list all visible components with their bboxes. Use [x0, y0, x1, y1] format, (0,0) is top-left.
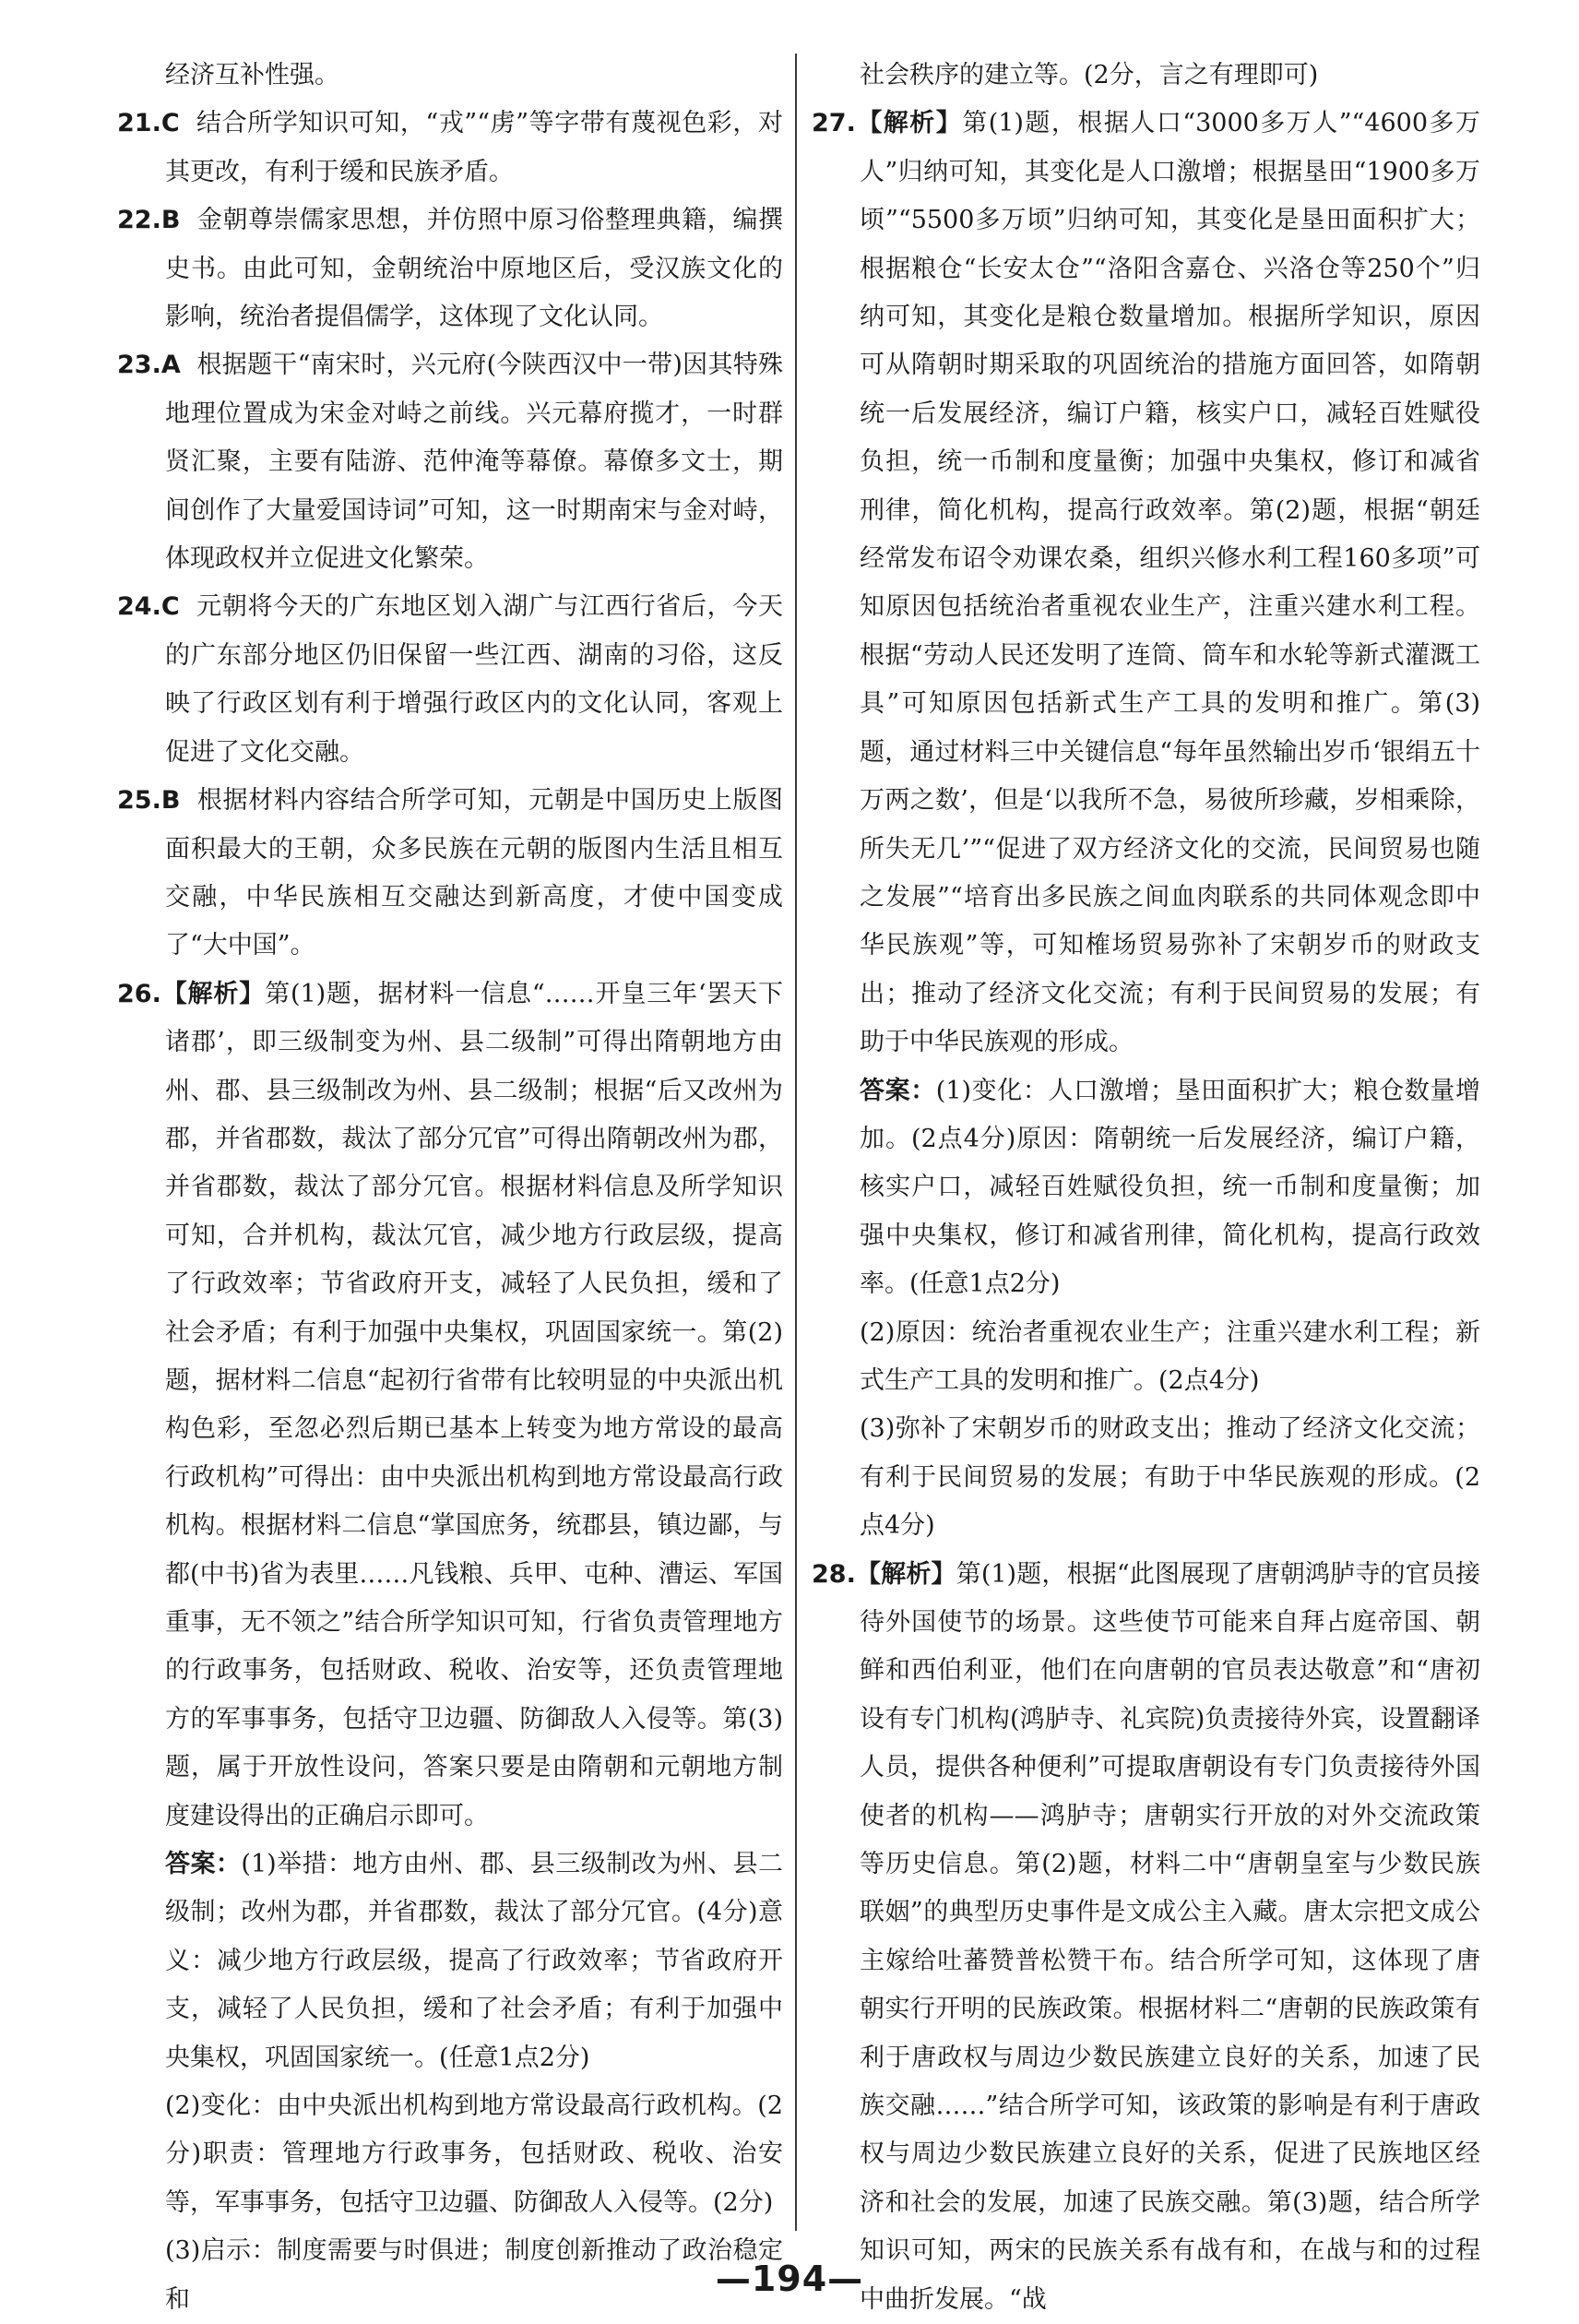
analysis-tag: 【解析】	[160, 979, 266, 1008]
item-text: 根据材料内容结合所学可知，元朝是中国历史上版图面积最大的王朝，众多民族在元朝的版图内生活且相互交融，中华民族相互交融达到新高度，才使中国变成了“大中国”。	[165, 786, 783, 960]
item-number: 23.A	[117, 351, 181, 380]
answer-block	[117, 1841, 783, 2082]
answer-part-3: (3)弥补了宋朝岁币的财政支出；推动了经济文化交流；有利于民间贸易的发展；有助于中华民族观的形成。(2点4分)	[860, 1414, 1480, 1541]
answer-item-25	[117, 777, 783, 971]
item-text: 金朝尊崇儒家思想，并仿照中原习俗整理典籍，编撰史书。由此可知，金朝统治中原地区后，受汉族文化的影响，统治者提倡儒学，这体现了文化认同。	[165, 206, 783, 332]
right-column	[812, 52, 1480, 2324]
answer-item-27	[812, 100, 1480, 1067]
analysis-text: 第(1)题，据材料一信息“……开皇三年‘罢天下诸郡’，即三级制变为州、县二级制”可得出隋朝地方由州、郡、县三级制改为州、县二级制；根据“后又改州为郡，并省郡数，裁汰了部分冗官”可得出隋朝改州为郡，并省郡数，裁汰了部分冗官。根据材料信息及所学知识可知，合并机构，裁汰冗官，减少地方行政层级，提高了行政效率；节省政府开支，减轻了人民负担，缓和了社会矛盾；有利于加强中央集权，巩固国家统一。第(2)题，据材料二信息“起初行省带有比较明显的中央派出机构色彩，至忽必烈后期已基本上转变为地方常设的最高行政机构”可得出：由中央派出机构到地方常设最高行政机构。根据材料二信息“掌国庶务，统郡县，镇边鄙，与都(中书)省为表里……凡钱粮、兵甲、屯种、漕运、军国重事，无不领之”结合所学知识可知，行省负责管理地方的行政事务，包括财政、税收、治安等，还负责管理地方的军事事务，包括守卫边疆、防御敌人入侵等。第(3)题，属于开放性设问，答案只要是由隋朝和元朝地方制度建设得出的正确启示即可。	[165, 979, 783, 1830]
item-number: 28.	[812, 1559, 856, 1589]
page-number: —194—	[715, 2258, 864, 2299]
answer-part-3: (3)启示：制度需要与时俱进；制度创新推动了政治稳定和	[165, 2236, 783, 2314]
answer-part-1: (1)举措：地方由州、郡、县三级制改为州、县二级制；改州为郡，并省郡数，裁汰了部分冗官。(4分)意义：减少地方行政层级，提高了行政效率；节省政府开支，减轻了人民负担，缓和了社会矛盾；有利于加强中央集权，巩固国家统一。(任意1点2分)	[165, 1850, 783, 2072]
answer-item-26	[117, 971, 783, 1841]
answer-block	[812, 1067, 1480, 1309]
analysis-text: 第(1)题，根据“此图展现了唐朝鸿胪寺的官员接待外国使节的场景。这些使节可能来自拜占庭帝国、朝鲜和西伯利亚，他们在向唐朝的官员表达敬意”和“唐初设有专门机构(鸿胪寺、礼宾院)负责接待外宾，设置翻译人员，提供各种便利”可提取唐朝设有专门负责接待外国使者的机构——鸿胪寺；唐朝实行开放的对外交流政策等历史信息。第(2)题，材料二中“唐朝皇室与少数民族联姻”的典型历史事件是文成公主入藏。唐太宗把文成公主嫁给吐蕃赞普松赞干布。结合所学可知，这体现了唐朝实行开明的民族政策。根据材料二“唐朝的民族政策有利于唐政权与周边少数民族建立良好的关系，加速了民族交融……”结合所学可知，该政策的影响是有利于唐政权与周边少数民族建立良好的关系，促进了民族地区经济和社会的发展，加速了民族交融。第(3)题，结合所学知识可知，两宋的民族关系有战有和，在战与和的过程中曲折发展。“战	[860, 1559, 1480, 2314]
answer-part-2: (2)原因：统治者重视农业生产；注重兴建水利工程；新式生产工具的发明和推广。(2点4分)	[860, 1317, 1480, 1395]
column-divider	[795, 54, 797, 2231]
analysis-text: 第(1)题，根据人口“3000多万人”“4600多万人”归纳可知，其变化是人口激增；根据垦田“1900多万顷”“5500多万顷”归纳可知，其变化是垦田面积扩大；根据粮仓“长安太仓”“洛阳含嘉仓、兴洛仓等250个”归纳可知，其变化是粮仓数量增加。根据所学知识，原因可从隋朝时期采取的巩固统治的措施方面回答，如隋朝统一后发展经济，编订户籍，核实户口，减轻百姓赋役负担，统一币制和度量衡；加强中央集权，修订和减省刑律，简化机构，提高行政效率。第(2)题，根据“朝廷经常发布诏令劝课农桑，组织兴修水利工程160多项”可知原因包括统治者重视农业生产，注重兴建水利工程。根据“劳动人民还发明了连筒、筒车和水轮等新式灌溉工具”可知原因包括新式生产工具的发明和推广。第(3)题，通过材料三中关键信息“每年虽然输出岁币‘银绢五十万两之数’，但是‘以我所不急，易彼所珍藏，岁相乘除，所失无几’”“促进了双方经济文化的交流，民间贸易也随之发展”“培育出多民族之间血肉联系的共同体观念即中华民族观”等，可知榷场贸易弥补了宋朝岁币的财政支出；推动了经济文化交流；有利于民间贸易的发展；有助于中华民族观的形成。	[860, 109, 1480, 1057]
item-text: 根据题干“南宋时，兴元府(今陕西汉中一带)因其特殊地理位置成为宋金对峙之前线。兴元幕府揽才，一时群贤汇聚，主要有陆游、范仲淹等幕僚。幕僚多文士，期间创作了大量爱国诗词”可知，这一时期南宋与金对峙，体现政权并立促进文化繁荣。	[165, 351, 784, 574]
item-number: 25.B	[117, 786, 181, 816]
answer-label: 答案：	[860, 1076, 936, 1105]
continuation-text: 经济互补性强。	[165, 61, 339, 89]
item-number: 24.C	[117, 592, 180, 622]
analysis-tag: 【解析】	[855, 1559, 956, 1589]
item-number: 21.C	[117, 109, 180, 138]
item-number: 27.	[812, 109, 856, 138]
item-text: 元朝将今天的广东地区划入湖广与江西行省后，今天的广东部分地区仍旧保留一些江西、湖南的习俗，这反映了行政区划有利于增强行政区内的文化认同，客观上促进了文化交融。	[165, 592, 783, 767]
answer-item-21	[117, 100, 783, 197]
analysis-tag: 【解析】	[855, 109, 963, 138]
continuation-text: 社会秩序的建立等。(2分，言之有理即可)	[860, 61, 1319, 89]
answer-label: 答案：	[165, 1850, 242, 1879]
item-text: 结合所学知识可知，“戎”“虏”等字带有蔑视色彩，对其更改，有利于缓和民族矛盾。	[165, 109, 784, 186]
answer-item-23	[117, 341, 783, 583]
answer-part-2: (2)变化：由中央派出机构到地方常设最高行政机构。(2分)职责：管理地方行政事务，包括财政、税收、治安等，军事事务，包括守卫边疆、防御敌人入侵等。(2分)	[165, 2092, 783, 2217]
answer-item-22	[117, 197, 783, 341]
answer-item-28	[812, 1551, 1480, 2324]
answer-item-24	[117, 583, 783, 777]
answer-part-1: (1)变化：人口激增；垦田面积扩大；粮仓数量增加。(2点4分)原因：隋朝统一后发展经济，编订户籍，核实户口，减轻百姓赋役负担，统一币制和度量衡；加强中央集权，修订和减省刑律，简化机构，提高行政效率。(任意1点2分)	[860, 1076, 1480, 1299]
item-number: 26.	[117, 979, 161, 1008]
left-column	[117, 52, 783, 2324]
item-number: 22.B	[117, 206, 181, 235]
